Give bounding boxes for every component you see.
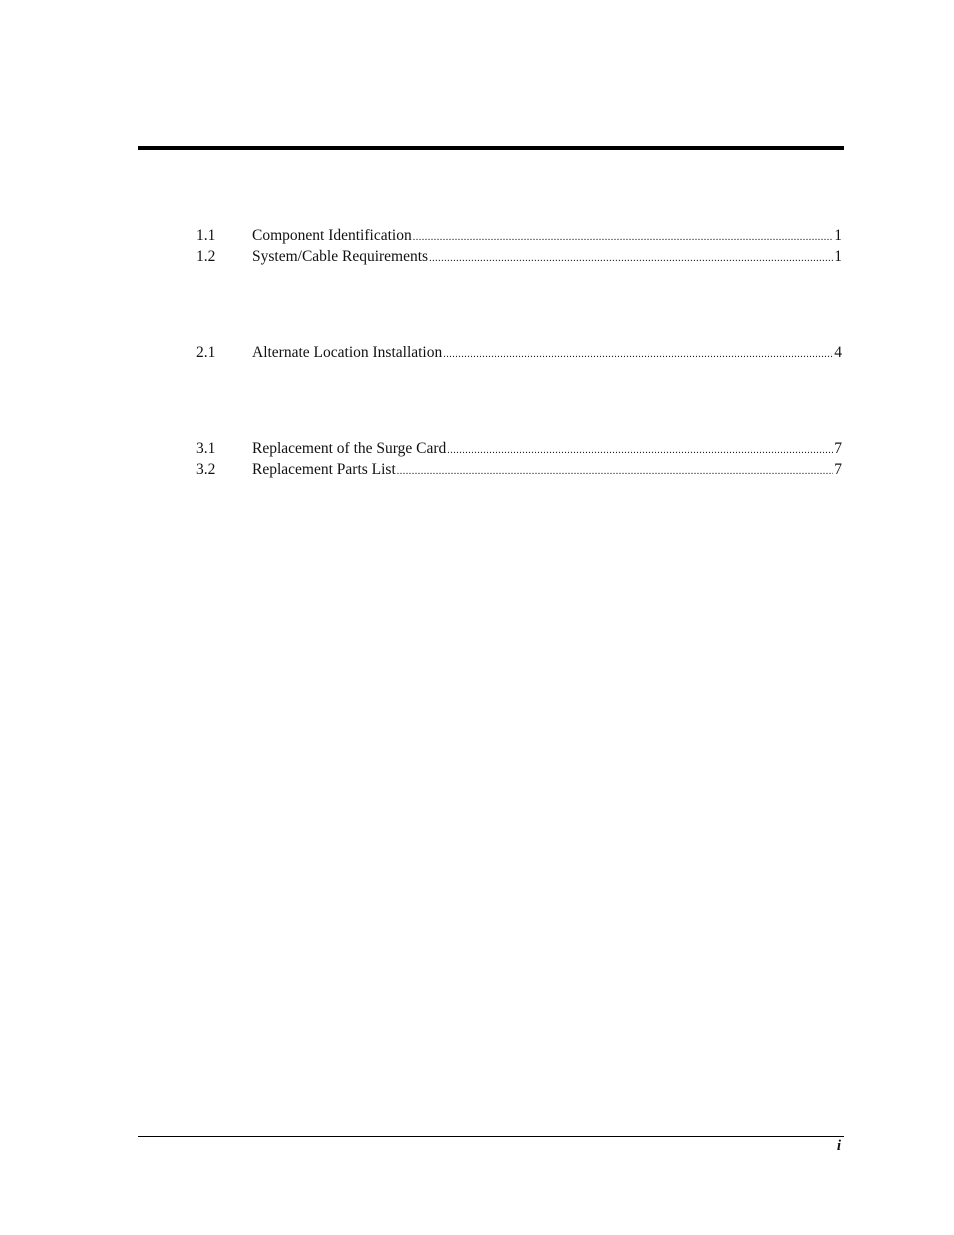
toc-entry[interactable] bbox=[196, 247, 842, 267]
toc-entry-title: Component Identification bbox=[252, 227, 412, 244]
toc-entry-number: 2.1 bbox=[196, 344, 216, 361]
toc-entry-page: 4 bbox=[834, 344, 842, 361]
page-number: i bbox=[836, 1138, 841, 1154]
toc-entry-page: 7 bbox=[834, 461, 842, 478]
toc-entry[interactable] bbox=[196, 439, 842, 459]
toc-leader-dots bbox=[443, 343, 833, 365]
toc-leader-dots bbox=[397, 460, 833, 482]
toc-entry-title: Replacement of the Surge Card bbox=[252, 440, 447, 457]
toc-entry-page: 1 bbox=[834, 248, 842, 265]
toc-leader-dots bbox=[447, 439, 833, 461]
toc-entry[interactable] bbox=[196, 226, 842, 246]
toc-entry-title: System/Cable Requirements bbox=[252, 248, 429, 265]
toc-entry-page: 1 bbox=[834, 227, 842, 244]
toc-leader-dots bbox=[429, 247, 833, 269]
toc-entry[interactable] bbox=[196, 460, 842, 480]
toc-entry-page: 7 bbox=[834, 440, 842, 457]
footer-rule bbox=[138, 1136, 844, 1137]
toc-entry-title: Alternate Location Installation bbox=[252, 344, 443, 361]
toc-entry-number: 1.1 bbox=[196, 227, 216, 244]
toc-leader-dots bbox=[413, 226, 834, 248]
toc-entry-number: 3.1 bbox=[196, 440, 216, 457]
toc-entry-number: 3.2 bbox=[196, 461, 216, 478]
toc-entry-title: Replacement Parts List bbox=[252, 461, 396, 478]
header-rule bbox=[138, 146, 844, 150]
toc-entry-number: 1.2 bbox=[196, 248, 216, 265]
toc-entry[interactable] bbox=[196, 343, 842, 363]
